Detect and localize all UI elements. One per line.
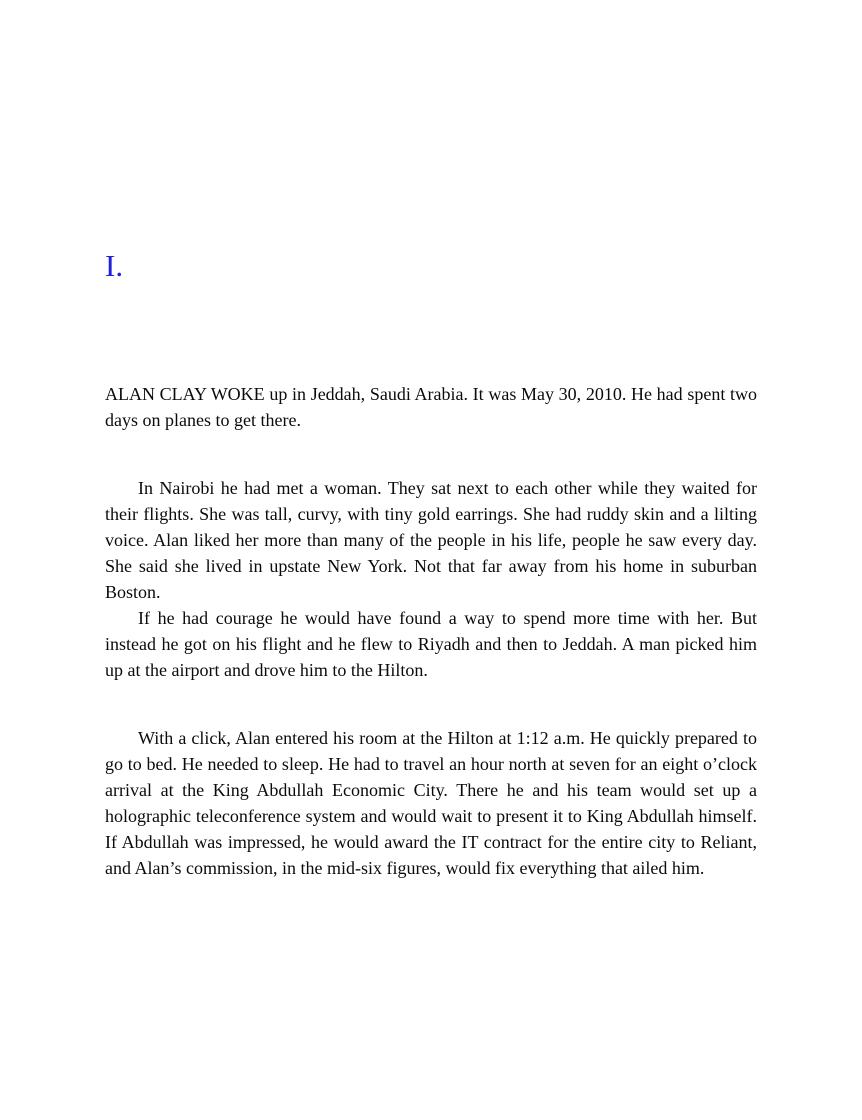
paragraph-hilton: With a click, Alan entered his room at the Hilton at 1:12 a.m. He quickly prepared to go to bed. He needed to sleep. He had to travel an hour north at seven for an eight o’clock arrival at the King Abdullah Economic City. There he and his team would set up a holographic teleconference system and would wait to present it to King Abdullah himself. If Abdullah was impressed, he would award the IT contract for the entire city to Reliant, and Alan’s commission, in the mid-six figures, would fix everything that ailed him. — [105, 728, 757, 878]
paragraph-courage: If he had courage he would have found a way to spend more time with her. But instead he got on his flight and he flew to Riyadh and then to Jeddah. A man picked him up at the airport and drove him to the Hilton. — [105, 608, 757, 680]
paragraph-nairobi: In Nairobi he had met a woman. They sat next to each other while they waited for their flights. She was tall, curvy, with tiny gold earrings. She had ruddy skin and a lilting voice. Alan liked her more than many of the people in his life, people he saw every day. She said she lived in upstate New York. Not that far away from his home in suburban Boston. — [105, 478, 757, 602]
chapter-text — [105, 381, 757, 881]
paragraph-opening: ALAN CLAY WOKE up in Jeddah, Saudi Arabia. It was May 30, 2010. He had spent two days on planes to get there. — [105, 384, 757, 430]
chapter-heading: I. — [105, 248, 124, 283]
